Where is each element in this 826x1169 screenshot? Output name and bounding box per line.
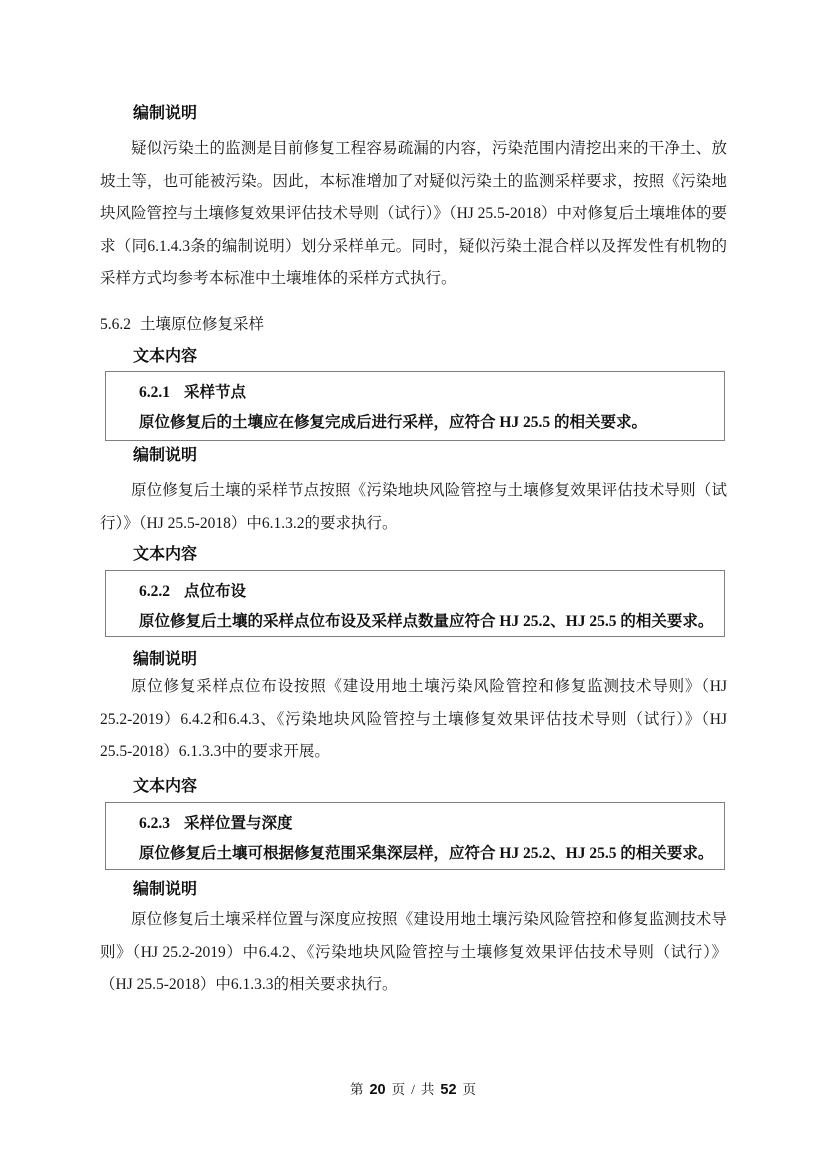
footer-prefix: 第 (349, 1082, 364, 1097)
footer-separator: / (411, 1082, 415, 1097)
box-clause-number: 6.2.1 (139, 384, 170, 401)
intro-paragraph: 疑似污染土的监测是目前修复工程容易疏漏的内容，污染范围内清挖出来的干净土、放坡土等，也可能被污染。因此，本标准增加了对疑似污染土的监测采样要求，按照《污染地块风险管控与土壤修复效果评估技术导则（试行）》（HJ 25.5-2018）中对修复后土壤堆体的要求（同6.1.4.3条的编制说明）划分采样单元。同时，疑似污染土混合样以及挥发性有机物的采样方式均参考本标准中土壤堆体的采样方式执行。 (100, 140, 727, 288)
text-content-label-2: 文本内容 (133, 546, 198, 563)
text-box-623 (105, 802, 725, 870)
text-box-622 (105, 570, 725, 637)
footer-total-number: 52 (440, 1082, 457, 1098)
note-paragraph-3: 原位修复后土壤采样位置与深度应按照《建设用地土壤污染风险管控和修复监测技术导则》（HJ 25.2-2019）中6.4.2、《污染地块风险管控与土壤修复效果评估技术导则（试行）》（HJ 25.5-2018）中6.1.3.3的相关要求执行。 (100, 911, 727, 994)
clause-title: 土壤原位修复采样 (140, 316, 265, 333)
note-heading-2: 编制说明 (133, 651, 198, 668)
box-clause-title: 采样位置与深度 (184, 815, 293, 832)
text-content-label-3: 文本内容 (133, 778, 198, 795)
box-title-line (139, 378, 710, 408)
footer-page-label: 页 (391, 1082, 406, 1097)
box-clause-number: 6.2.3 (139, 815, 170, 832)
text-box-621 (105, 371, 725, 441)
box-clause-title: 采样节点 (184, 384, 247, 401)
box-clause-number: 6.2.2 (139, 583, 170, 600)
clause-number: 5.6.2 (100, 316, 131, 333)
box-title-line (139, 577, 710, 607)
page-footer (0, 1078, 826, 1098)
box-title-line (139, 809, 710, 839)
footer-page-number: 20 (369, 1082, 386, 1098)
box-body-line: 原位修复后土壤可根据修复范围采集深层样，应符合 HJ 25.2、HJ 25.5 的相关要求。 (139, 845, 714, 862)
footer-total-label: 页 (462, 1082, 477, 1097)
note-paragraph-2: 原位修复采样点位布设按照《建设用地土壤污染风险管控和修复监测技术导则》（HJ 25.2-2019）6.4.2和6.4.3、《污染地块风险管控与土壤修复效果评估技术导则（试行）》（HJ 25.5-2018）6.1.3.3中的要求开展。 (100, 678, 727, 761)
note-heading-intro: 编制说明 (133, 105, 198, 122)
note-heading-3: 编制说明 (133, 881, 198, 898)
note-heading-1: 编制说明 (133, 447, 198, 464)
box-body-line: 原位修复后土壤的采样点位布设及采样点数量应符合 HJ 25.2、HJ 25.5 的相关要求。 (139, 613, 714, 630)
text-content-label-1: 文本内容 (133, 348, 198, 365)
clause-heading-562 (100, 315, 264, 335)
box-clause-title: 点位布设 (184, 583, 247, 600)
note-paragraph-1: 原位修复后土壤的采样节点按照《污染地块风险管控与土壤修复效果评估技术导则（试行）》（HJ 25.5-2018）中6.1.3.2的要求执行。 (100, 482, 727, 532)
footer-total-prefix: 共 (420, 1082, 435, 1097)
box-body-line: 原位修复后的土壤应在修复完成后进行采样，应符合 HJ 25.5 的相关要求。 (139, 414, 648, 431)
